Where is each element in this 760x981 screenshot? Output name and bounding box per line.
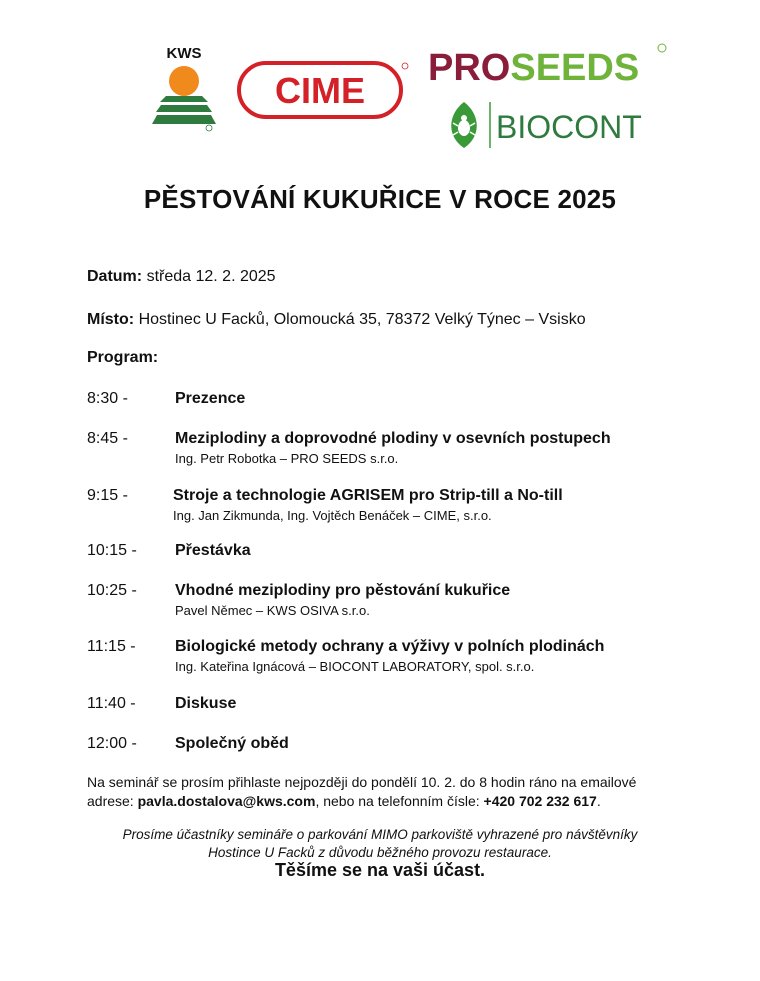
venue-line	[87, 311, 586, 329]
program-speaker: Ing. Kateřina Ignácová – BIOCONT LABORATORY, spol. s.r.o.	[175, 659, 535, 674]
kws-logo	[152, 44, 216, 134]
program-title: Vhodné meziplodiny pro pěstování kukuřice	[175, 582, 511, 599]
program-time: 12:00 -	[87, 735, 137, 752]
program-title: Prezence	[175, 390, 246, 407]
registration-email: pavla.dostalova@kws.com	[137, 793, 316, 809]
program-time: 10:15 -	[87, 542, 137, 559]
program-time: 9:15 -	[87, 487, 128, 504]
program-title: Přestávka	[175, 542, 251, 559]
date-value: středa 12. 2. 2025	[146, 268, 276, 285]
program-label: Program:	[87, 349, 159, 366]
parking-note: Prosíme účastníky semináře o parkování MIMO parkoviště vyhrazené pro návštěvníky Hostince U Facků z důvodu běžného provozu restaurace.	[122, 827, 638, 860]
program-time: 8:45 -	[87, 430, 128, 447]
date-line	[87, 268, 276, 286]
registration-phone: +420 702 232 617	[483, 793, 597, 809]
closing-message: Těšíme se na vaši účast.	[274, 860, 486, 880]
program-title: Stroje a technologie AGRISEM pro Strip-till a No-till	[173, 487, 563, 504]
svg-text:PROSEEDS	[428, 47, 639, 89]
proseeds-logo-pro: PRO	[428, 47, 511, 89]
program-title: Biologické metody ochrany a výživy v polních plodinách	[175, 638, 605, 655]
proseeds-logo	[428, 40, 668, 90]
program-speaker: Ing. Jan Zikmunda, Ing. Vojtěch Benáček – CIME, s.r.o.	[173, 508, 492, 523]
program-title: Společný oběd	[175, 735, 289, 752]
venue-value: Hostinec U Facků, Olomoucká 35, 78372 Velký Týnec – Vsisko	[138, 311, 586, 328]
program-time: 8:30 -	[87, 390, 128, 407]
biocont-logo-text: BIOCONT	[496, 109, 642, 145]
cime-logo	[237, 60, 411, 120]
registration-note: Na seminář se prosím přihlaste nejpozději do pondělí 10. 2. do 8 hodin ráno na emailové adrese: pavla.dostalova@kws.com, nebo na telefonním čísle: +420 702 232 617.	[87, 774, 637, 809]
program-time: 11:40 -	[87, 695, 136, 712]
cime-logo-text: CIME	[275, 70, 365, 111]
kws-logo-text: KWS	[166, 45, 202, 62]
program-speaker: Ing. Petr Robotka – PRO SEEDS s.r.o.	[175, 451, 399, 466]
page-title: PĚSTOVÁNÍ KUKUŘICE V ROCE 2025	[143, 184, 617, 214]
program-title: Diskuse	[175, 695, 237, 712]
proseeds-logo-seeds: SEEDS	[510, 47, 640, 89]
program-time: 11:15 -	[87, 638, 136, 655]
date-label: Datum:	[87, 268, 143, 285]
venue-label: Místo:	[87, 311, 135, 328]
biocont-logo	[442, 98, 647, 152]
program-speaker: Pavel Němec – KWS OSIVA s.r.o.	[175, 603, 370, 618]
program-time: 10:25 -	[87, 582, 137, 599]
program-title: Meziplodiny a doprovodné plodiny v osevních postupech	[175, 430, 611, 447]
